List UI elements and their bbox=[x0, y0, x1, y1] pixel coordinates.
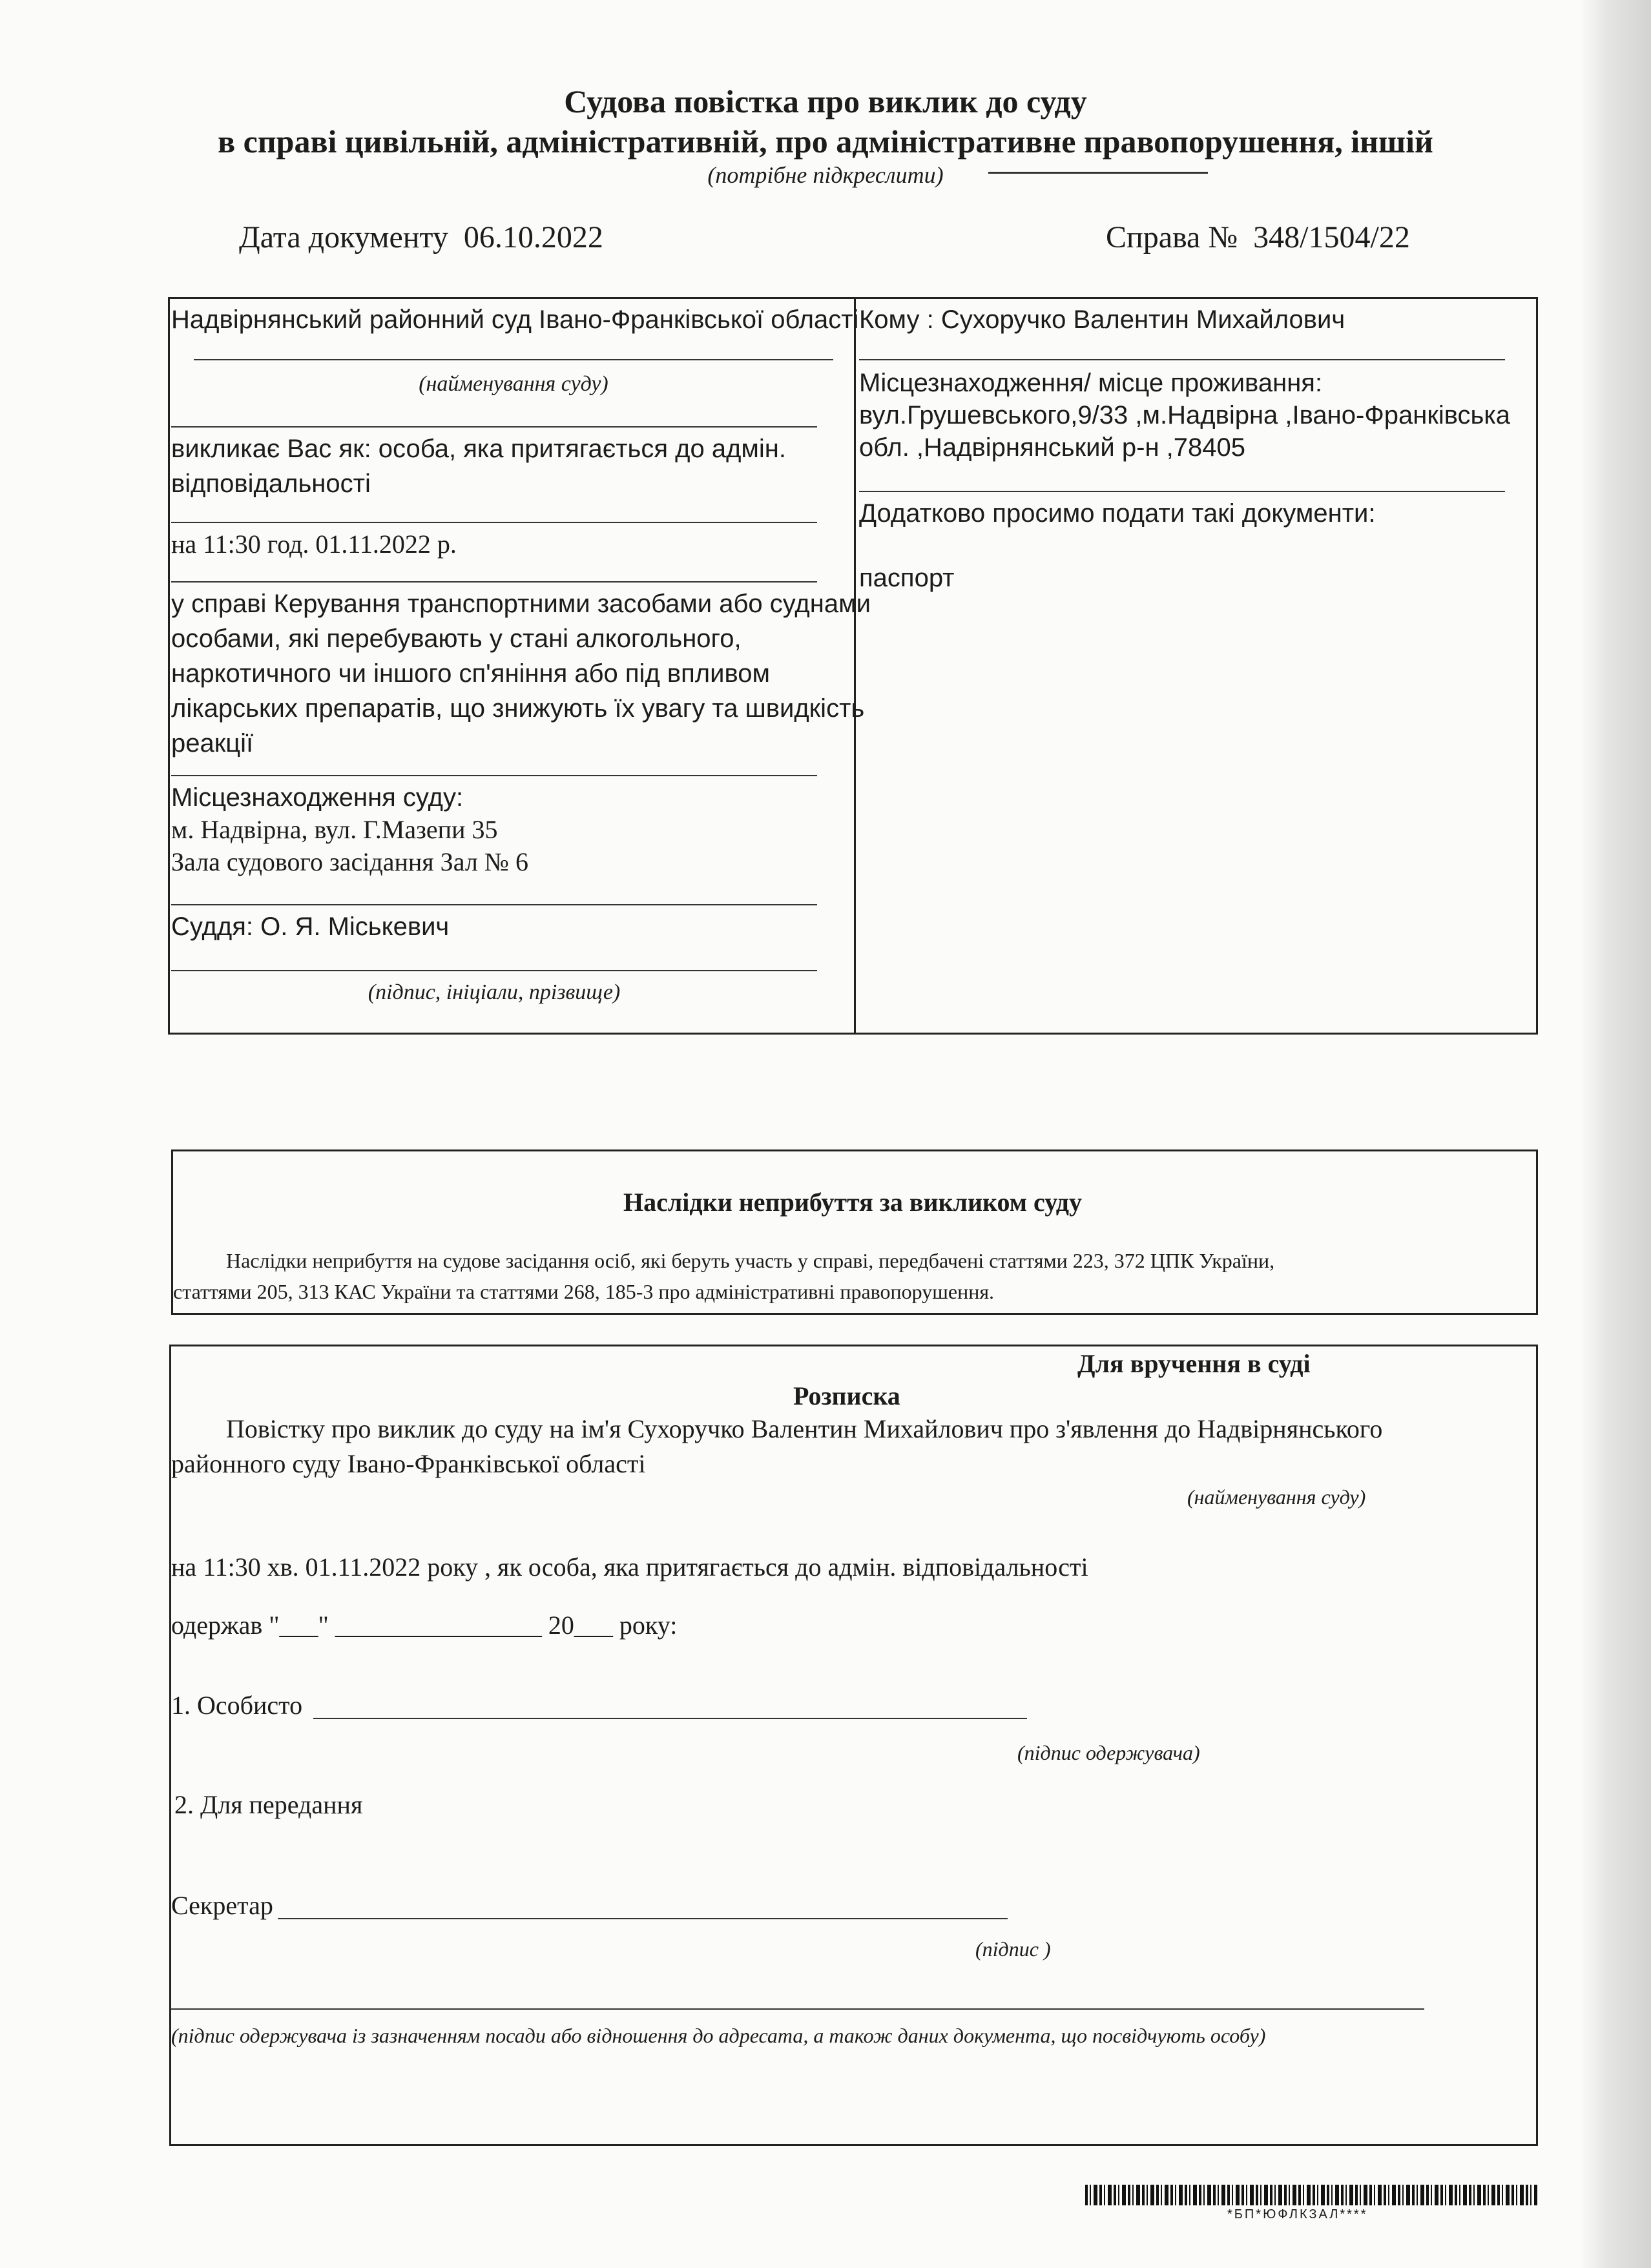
receipt-time-line: на 11:30 хв. 01.11.2022 року , як особа, яка притягається до адмін. відповідальності bbox=[171, 1552, 1088, 1582]
divider-2 bbox=[171, 522, 817, 523]
judge-signature-line bbox=[171, 970, 817, 971]
recipient-name: Кому : Сухоручко Валентин Михайлович bbox=[859, 305, 1345, 334]
barcode bbox=[1085, 2185, 1537, 2205]
judge-name: Суддя: О. Я. Міськевич bbox=[171, 912, 450, 941]
court-location-address: м. Надвірна, вул. Г.Мазепи 35 bbox=[171, 815, 498, 844]
summoned-as-line1: викликає Вас як: особа, яка притягається до адмін. bbox=[171, 435, 787, 463]
case-number bbox=[1106, 220, 1410, 255]
recipient-signature-caption: (підпис одержувача) bbox=[1017, 1741, 1200, 1764]
date-value: 06.10.2022 bbox=[463, 220, 603, 254]
recipient-line bbox=[859, 359, 1505, 360]
consequences-text-line1: Наслідки неприбуття на судове засідання осіб, які беруть участь у справі, передбачені статтями 223, 372 ЦПК України, bbox=[226, 1249, 1275, 1272]
footer-caption: (підпис одержувача із зазначенням посади або відношення до адресата, а також даних документа, що посвідчують особу) bbox=[171, 2024, 1266, 2047]
judge-caption: (підпис, ініціали, прізвище) bbox=[368, 980, 621, 1004]
case-value: 348/1504/22 bbox=[1253, 220, 1410, 254]
case-subject-line: лікарських препаратів, що знижують їх увагу та швидкість bbox=[171, 694, 865, 723]
court-name-line bbox=[194, 359, 833, 360]
case-subject-line: реакції bbox=[171, 729, 254, 758]
court-hall: Зала судового засідання Зал № 6 bbox=[171, 847, 528, 876]
consequences-text-line2: статтями 205, 313 КАС України та статтями 268, 185-3 про адміністративні правопорушення. bbox=[173, 1280, 995, 1303]
document-date bbox=[239, 220, 603, 255]
note-underline bbox=[988, 172, 1208, 174]
court-location-label: Місцезнаходження суду: bbox=[171, 783, 464, 812]
address-line-2: обл. ,Надвірнянський р-н ,78405 bbox=[859, 433, 1245, 462]
documents-value: паспорт bbox=[859, 564, 955, 592]
document-title: Судова повістка про виклик до суду bbox=[564, 83, 1087, 119]
transfer-label: 2. Для передання bbox=[174, 1790, 363, 1819]
underline-note: (потрібне підкреслити) bbox=[707, 162, 944, 188]
case-subject-line: наркотичного чи іншого сп'яніння або під впливом bbox=[171, 659, 771, 688]
receipt-court-caption: (найменування суду) bbox=[1187, 1485, 1366, 1509]
court-name: Надвірнянський районний суд Івано-Франківської області bbox=[171, 305, 859, 334]
divider-3 bbox=[171, 581, 817, 582]
secretary-signature-line[interactable] bbox=[278, 1918, 1008, 1919]
documents-label: Додатково просимо подати такі документи: bbox=[859, 499, 1376, 528]
address-label: Місцезнаходження/ місце проживання: bbox=[859, 369, 1323, 397]
secretary-label: Секретар bbox=[171, 1891, 273, 1920]
address-underline bbox=[859, 491, 1505, 492]
case-subject bbox=[171, 586, 871, 761]
personal-label: 1. Особисто bbox=[171, 1691, 303, 1720]
case-subject-line: у справі Керування транспортними засобами або суднами bbox=[171, 590, 871, 618]
summoned-as-line2: відповідальності bbox=[171, 469, 371, 498]
case-label: Справа № bbox=[1106, 220, 1238, 254]
divider-1 bbox=[171, 426, 817, 428]
hearing-time: на 11:30 год. 01.11.2022 р. bbox=[171, 530, 457, 559]
document-subtitle: в справі цивільній, адміністративній, про адміністративне правопорушення, іншій bbox=[218, 123, 1433, 160]
personal-signature-line[interactable] bbox=[313, 1718, 1027, 1719]
footer-signature-line[interactable] bbox=[171, 2008, 1424, 2010]
receipt-title: Розписка bbox=[793, 1381, 900, 1410]
receipt-text-line2: районного суду Івано-Франківської області bbox=[171, 1449, 646, 1478]
receipt-text-line1: Повістку про виклик до суду на ім'я Сухоручко Валентин Михайлович про з'явлення до Надвірнянського bbox=[226, 1414, 1383, 1443]
address-line-1: вул.Грушевського,9/33 ,м.Надвірна ,Івано-Франківська bbox=[859, 401, 1510, 429]
consequences-title: Наслідки неприбуття за викликом суду bbox=[623, 1188, 1082, 1217]
scan-edge-shadow bbox=[1580, 0, 1651, 2268]
divider-5 bbox=[171, 904, 817, 905]
date-label: Дата документу bbox=[239, 220, 448, 254]
received-date-field[interactable]: одержав "___" ________________ 20___ року: bbox=[171, 1611, 678, 1640]
court-caption: (найменування суду) bbox=[419, 372, 608, 396]
case-subject-line: особами, які перебувають у стані алкогольного, bbox=[171, 624, 742, 653]
secretary-signature-caption: (підпис ) bbox=[975, 1937, 1051, 1961]
for-court-label: Для вручення в суді bbox=[1077, 1349, 1311, 1378]
divider-4 bbox=[171, 775, 817, 776]
barcode-text: *БП*ЮФЛКЗАЛ**** bbox=[1227, 2207, 1368, 2222]
